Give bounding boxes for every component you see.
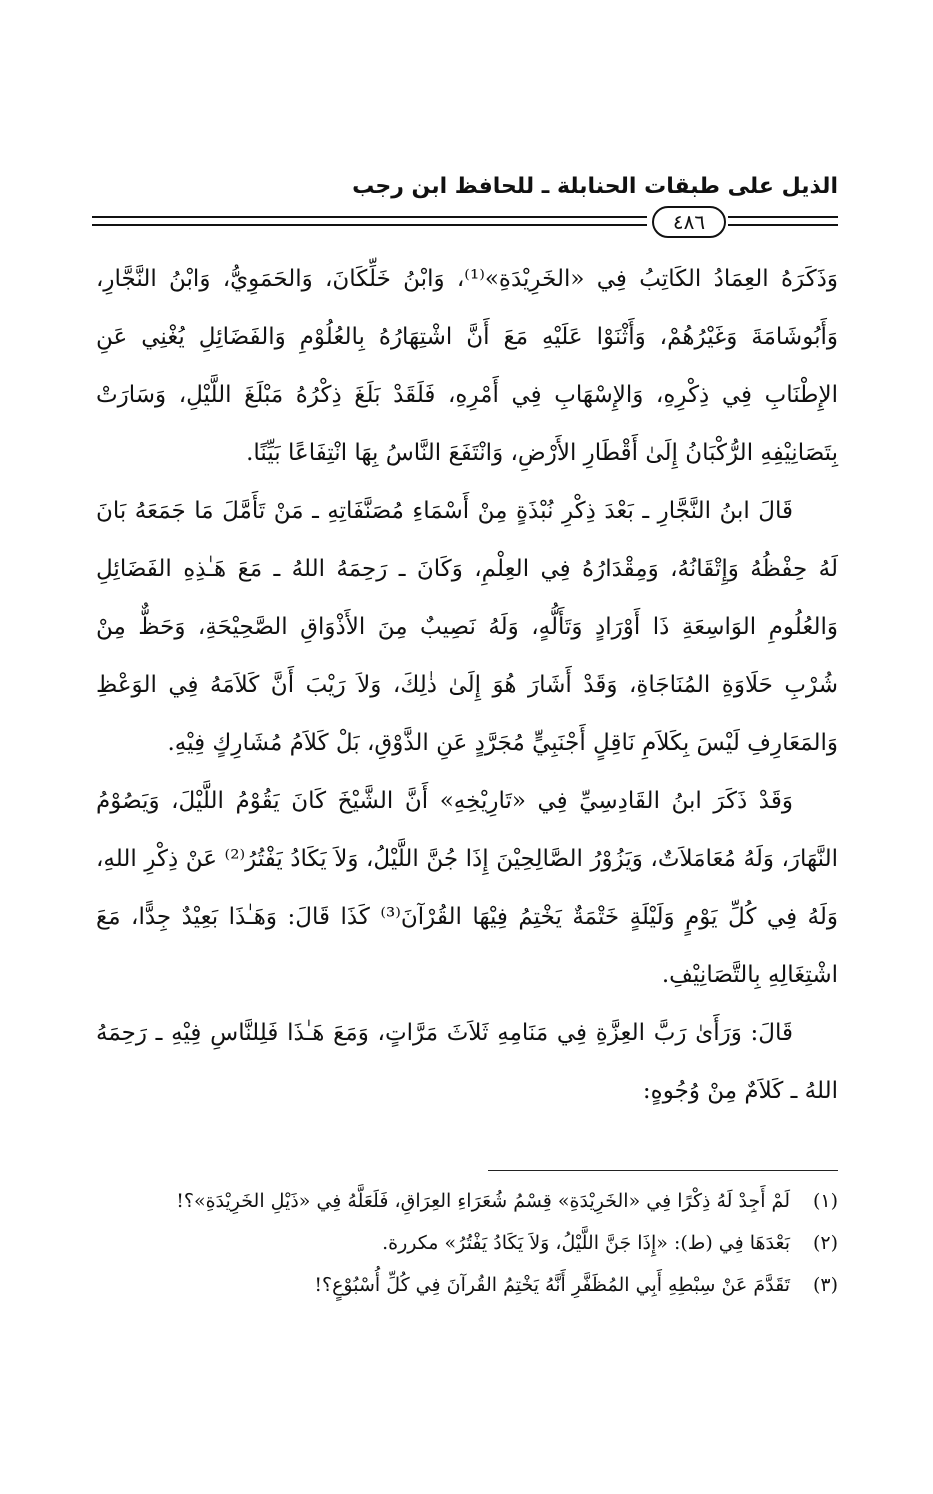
footnote	[96, 1222, 838, 1264]
paragraph: قَالَ: وَرَأَىٰ رَبَّ العِزَّةِ فِي مَنَامِهِ ثَلاَثَ مَرَّاتٍ، وَمَعَ هَـٰذَا فَلِلنَّاسِ فِيْهِ ـ رَحِمَهُ اللهُ ـ كَلاَمٌ مِنْ وُجُوهٍ:	[96, 1020, 838, 1104]
paragraph: وَقَدْ ذَكَرَ ابنُ القَادِسِيِّ فِي «تَارِيْخِهِ» أَنَّ الشَّيْخَ كَانَ يَقُوْمُ اللَّيْلَ، وَيَصُوْمُ النَّهَارَ، وَلَهُ مُعَامَلاَتٌ، وَيَزُوْرُ الصَّالِحِيْنَ إِذَا جُنَّ اللَّيْلُ، وَلاَ يَكَادُ يَفْتُرُ⁽²⁾ عَنْ ذِكْرِ اللهِ، وَلَهُ فِي كُلِّ يَوْمٍ وَلَيْلَةٍ خَتْمَةٌ يَخْتِمُ فِيْهَا القُرْآنَ⁽³⁾ كَذَا قَالَ: وَهَـٰذَا بَعِيْدٌ جِدًّا، مَعَ اشْتِغَالِهِ بِالتَّصَانِيْفِ.	[96, 788, 838, 988]
footnote-separator	[488, 1170, 838, 1171]
header-rule-right	[728, 216, 838, 226]
header-rule	[92, 210, 838, 240]
footnote	[96, 1180, 838, 1222]
footnote	[96, 1264, 838, 1306]
footnote-text: بَعْدَهَا فِي (ط): «إِذَا جَنَّ اللَّيْلُ، وَلاَ يَكَادُ يَفْتُرُ» مكررة.	[382, 1232, 790, 1254]
paragraph: قَالَ ابنُ النَّجَّارِ ـ بَعْدَ ذِكْرِ نُبْذَةٍ مِنْ أَسْمَاءِ مُصَنَّفَاتِهِ ـ مَنْ تَأَمَّلَ مَا جَمَعَهُ بَانَ لَهُ حِفْظُهُ وَإِتْقَانُهُ، وَمِقْدَارُهُ فِي العِلْمِ، وَكَانَ ـ رَحِمَهُ اللهُ ـ مَعَ هَـٰذِهِ الفَضَائِلِ وَالعُلُومِ الوَاسِعَةِ ذَا أَوْرَادٍ وَتَأَلُّهٍ، وَلَهُ نَصِيبٌ مِنَ الأَذْوَاقِ الصَّحِيْحَةِ، وَحَظٌّ مِنْ شُرْبِ حَلَاوَةِ المُنَاجَاةِ، وَقَدْ أَشَارَ هُوَ إِلَىٰ ذٰلِكَ، وَلاَ رَيْبَ أَنَّ كَلاَمَهُ فِي الوَعْظِ وَالمَعَارِفِ لَيْسَ بِكَلاَمِ نَاقِلٍ أَجْنَبِيٍّ مُجَرَّدٍ عَنِ الذَّوْقِ، بَلْ كَلاَمُ مُشَارِكٍ فِيْهِ.	[96, 498, 838, 756]
footnote-text: لَمْ أَجِدْ لَهُ ذِكْرًا فِي «الخَرِيْدَةِ» قِسْمُ شُعَرَاءِ العِرَاقِ، فَلَعَلَّهُ فِي «ذَيْلِ الخَرِيْدَةِ»؟!	[176, 1190, 790, 1212]
footnote-number: (٣)	[812, 1274, 838, 1296]
page-number: ٤٨٦	[652, 206, 726, 238]
paragraph: وَذَكَرَهُ العِمَادُ الكَاتِبُ فِي «الخَرِيْدَةِ»⁽¹⁾، وَابْنُ خَلِّكَانَ، وَالحَمَوِيُّ، وَابْنُ النَّجَّارِ، وَأَبُوشَامَةَ وَغَيْرُهُمْ، وَأَثْنَوْا عَلَيْهِ مَعَ أَنَّ اشْتِهَارُهُ بِالعُلُوْمِ وَالفَضَائِلِ يُغْنِي عَنِ الإِطْنَابِ فِي ذِكْرِهِ، وَالإِسْهَابِ فِي أَمْرِهِ، فَلَقَدْ بَلَغَ ذِكْرُهُ مَبْلَغَ اللَّيْلِ، وَسَارَتْ بِتَصَانِيْفِهِ الرُّكْبَانُ إِلَىٰ أَقْطَارِ الأَرْضِ، وَانْتَفَعَ النَّاسُ بِهَا انْتِفَاعًا بَيِّنًا.	[96, 266, 838, 466]
footnote-text: تَقَدَّمَ عَنْ سِبْطِهِ أَبِي المُظَفَّرِ أَنَّهُ يَخْتِمُ القُرآنَ فِي كُلِّ أُسْبُوْعٍ؟!	[314, 1274, 790, 1296]
running-head-title: الذيل على طبقات الحنابلة ـ للحافظ ابن رجب	[352, 174, 838, 199]
footnotes	[96, 1180, 838, 1306]
header-rule-left	[92, 216, 647, 226]
main-text	[96, 250, 838, 1120]
footnote-number: (٢)	[812, 1232, 838, 1254]
footnote-number: (١)	[812, 1190, 838, 1212]
